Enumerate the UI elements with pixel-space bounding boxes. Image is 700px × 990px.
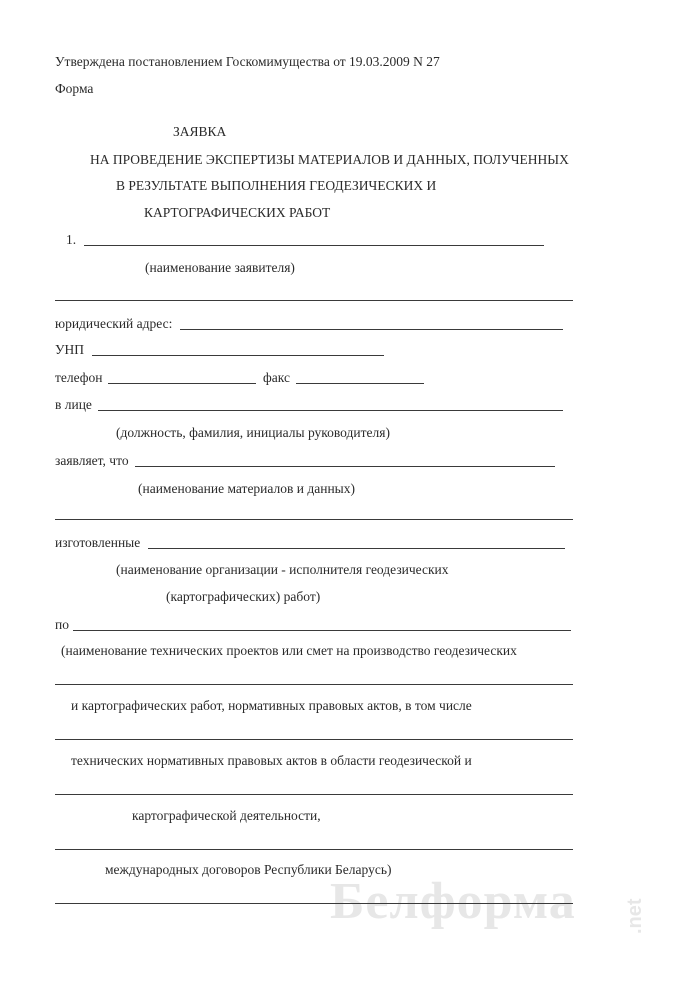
- unp-label: УНП: [55, 342, 85, 357]
- materials-hint: (наименование материалов и данных): [138, 481, 355, 496]
- represented-by-label: в лице: [55, 397, 92, 412]
- approval-note: Утверждена постановлением Госкомимущества от 19.03.2009 N 27: [55, 54, 440, 69]
- projects-hint-5: международных договоров Республики Беларусь): [105, 862, 392, 877]
- phone-label: телефон: [55, 370, 103, 385]
- form-label: Форма: [55, 81, 94, 96]
- document-title: ЗАЯВКА: [173, 124, 227, 139]
- materials-field[interactable]: [135, 466, 555, 467]
- projects-hint-1: (наименование технических проектов или смет на производство геодезических: [61, 643, 517, 658]
- head-hint: (должность, фамилия, инициалы руководителя): [116, 425, 390, 440]
- applicant-hint: (наименование заявителя): [145, 260, 295, 275]
- fax-field[interactable]: [296, 383, 424, 384]
- projects-field-6[interactable]: [55, 903, 573, 904]
- projects-field[interactable]: [73, 630, 571, 631]
- fax-label: факс: [263, 370, 290, 385]
- projects-field-5[interactable]: [55, 849, 573, 850]
- projects-field-2[interactable]: [55, 684, 573, 685]
- applicant-name-field[interactable]: [84, 245, 544, 246]
- document-subtitle-line-1: НА ПРОВЕДЕНИЕ ЭКСПЕРТИЗЫ МАТЕРИАЛОВ И ДАННЫХ, ПОЛУЧЕННЫХ: [90, 152, 569, 167]
- projects-hint-3: технических нормативных правовых актов в области геодезической и: [71, 753, 472, 768]
- projects-hint-4: картографической деятельности,: [132, 808, 321, 823]
- projects-hint-2: и картографических работ, нормативных правовых актов, в том числе: [71, 698, 472, 713]
- document-subtitle-line-3: КАРТОГРАФИЧЕСКИХ РАБОТ: [144, 205, 331, 220]
- unp-field[interactable]: [92, 355, 384, 356]
- document-subtitle-line-2: В РЕЗУЛЬТАТЕ ВЫПОЛНЕНИЯ ГЕОДЕЗИЧЕСКИХ И: [116, 178, 437, 193]
- head-field[interactable]: [98, 410, 563, 411]
- declares-label: заявляет, что: [55, 453, 129, 468]
- legal-address-field[interactable]: [180, 329, 563, 330]
- by-label: по: [55, 617, 69, 632]
- applicant-name-field-2[interactable]: [55, 300, 573, 301]
- watermark-logo: Белформа: [330, 873, 576, 930]
- projects-field-4[interactable]: [55, 794, 573, 795]
- projects-field-3[interactable]: [55, 739, 573, 740]
- produced-by-label: изготовленные: [55, 535, 141, 550]
- contractor-field[interactable]: [148, 548, 565, 549]
- contractor-hint-2: (картографических) работ): [166, 589, 321, 604]
- phone-field[interactable]: [108, 383, 256, 384]
- legal-address-label: юридический адрес:: [55, 316, 173, 331]
- contractor-hint-1: (наименование организации - исполнителя геодезических: [116, 562, 449, 577]
- watermark-suffix: .net: [624, 898, 646, 934]
- item-number: 1.: [66, 232, 77, 247]
- materials-field-2[interactable]: [55, 519, 573, 520]
